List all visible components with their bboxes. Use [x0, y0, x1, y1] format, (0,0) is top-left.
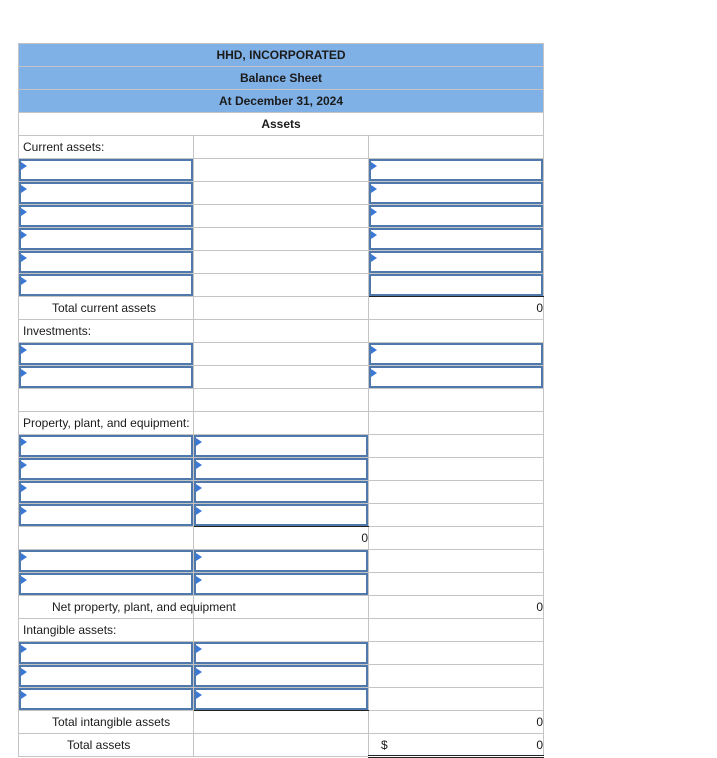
- dropdown-marker-icon: [21, 185, 27, 193]
- dropdown-marker-icon: [196, 484, 202, 492]
- total-assets-label: Total assets: [67, 738, 131, 752]
- current-asset-amount-input[interactable]: [369, 205, 543, 227]
- investments-label-row: [19, 320, 544, 343]
- current-assets-label-row: [19, 136, 544, 159]
- header-company-row: [19, 44, 544, 67]
- dropdown-marker-icon: [196, 645, 202, 653]
- ppe-amount-input[interactable]: [194, 435, 368, 457]
- blank-row: [19, 389, 544, 412]
- total-assets-value: 0: [536, 737, 543, 752]
- ppe-subtotal-row: [19, 527, 544, 550]
- ppe-row: [19, 458, 544, 481]
- intangible-name-input[interactable]: [19, 665, 193, 687]
- current-asset-row: [19, 228, 544, 251]
- investment-row: [19, 366, 544, 389]
- current-asset-name-input[interactable]: [19, 159, 193, 181]
- dropdown-marker-icon: [371, 208, 377, 216]
- total-intangibles-value: 0: [369, 711, 544, 734]
- ppe-subtotal-value: 0: [194, 527, 369, 550]
- investment-amount-input[interactable]: [369, 343, 543, 365]
- ppe-label: Property, plant, and equipment:: [23, 416, 190, 430]
- dropdown-marker-icon: [196, 668, 202, 676]
- ppe-label-row: [19, 412, 544, 435]
- balance-sheet-table: [18, 43, 544, 758]
- ppe-name-input[interactable]: [19, 481, 193, 503]
- ppe-adjust-name-input[interactable]: [19, 550, 193, 572]
- dropdown-marker-icon: [21, 162, 27, 170]
- net-ppe-value: 0: [369, 596, 544, 619]
- intangible-amount-input[interactable]: [194, 688, 368, 710]
- assets-heading-row: [19, 113, 544, 136]
- dropdown-marker-icon: [196, 553, 202, 561]
- dropdown-marker-icon: [21, 277, 27, 285]
- investment-amount-input[interactable]: [369, 366, 543, 388]
- intangibles-label-row: [19, 619, 544, 642]
- intangible-row: [19, 642, 544, 665]
- dropdown-marker-icon: [21, 691, 27, 699]
- current-asset-row: [19, 182, 544, 205]
- dropdown-marker-icon: [196, 576, 202, 584]
- statement-date: At December 31, 2024: [19, 90, 544, 113]
- current-asset-amount-input[interactable]: [369, 182, 543, 204]
- current-asset-name-input[interactable]: [19, 274, 193, 296]
- current-asset-amount-input[interactable]: [369, 251, 543, 273]
- dropdown-marker-icon: [21, 461, 27, 469]
- total-assets-cell: [369, 734, 544, 757]
- ppe-name-input[interactable]: [19, 435, 193, 457]
- ppe-adjust-amount-input[interactable]: [194, 550, 368, 572]
- intangible-row: [19, 688, 544, 711]
- total-intangibles-row: [19, 711, 544, 734]
- dropdown-marker-icon: [21, 668, 27, 676]
- dropdown-marker-icon: [21, 231, 27, 239]
- current-asset-name-input[interactable]: [19, 182, 193, 204]
- dropdown-marker-icon: [371, 162, 377, 170]
- intangibles-label: Intangible assets:: [23, 623, 117, 637]
- dropdown-marker-icon: [371, 254, 377, 262]
- investments-label: Investments:: [23, 324, 92, 338]
- net-ppe-label: Net property, plant, and equipment: [52, 600, 236, 614]
- current-asset-row: [19, 205, 544, 228]
- current-assets-label: Current assets:: [23, 140, 105, 154]
- dropdown-marker-icon: [196, 438, 202, 446]
- intangible-amount-input[interactable]: [194, 665, 368, 687]
- ppe-row: [19, 435, 544, 458]
- net-ppe-row: [19, 596, 544, 619]
- dropdown-marker-icon: [21, 553, 27, 561]
- total-assets-row: [19, 734, 544, 757]
- current-asset-name-input[interactable]: [19, 205, 193, 227]
- currency-symbol: $: [381, 738, 388, 752]
- ppe-amount-input[interactable]: [194, 458, 368, 480]
- ppe-row: [19, 481, 544, 504]
- dropdown-marker-icon: [21, 484, 27, 492]
- current-asset-name-input[interactable]: [19, 228, 193, 250]
- dropdown-marker-icon: [21, 645, 27, 653]
- dropdown-marker-icon: [371, 231, 377, 239]
- intangible-amount-input[interactable]: [194, 642, 368, 664]
- dropdown-marker-icon: [196, 461, 202, 469]
- dropdown-marker-icon: [371, 346, 377, 354]
- current-asset-amount-input[interactable]: [369, 228, 543, 250]
- current-asset-row: [19, 159, 544, 182]
- dropdown-marker-icon: [21, 254, 27, 262]
- total-current-assets-row: [19, 297, 544, 320]
- dropdown-marker-icon: [371, 369, 377, 377]
- ppe-name-input[interactable]: [19, 458, 193, 480]
- intangible-name-input[interactable]: [19, 642, 193, 664]
- statement-title: Balance Sheet: [19, 67, 544, 90]
- ppe-adjust-name-input[interactable]: [19, 573, 193, 595]
- intangible-row: [19, 665, 544, 688]
- dropdown-marker-icon: [196, 691, 202, 699]
- current-asset-row: [19, 251, 544, 274]
- header-date-row: [19, 90, 544, 113]
- current-asset-amount-input[interactable]: [369, 159, 543, 181]
- ppe-amount-input[interactable]: [194, 504, 368, 526]
- total-current-assets-value: 0: [369, 297, 544, 320]
- dropdown-marker-icon: [21, 507, 27, 515]
- intangible-name-input[interactable]: [19, 688, 193, 710]
- dropdown-marker-icon: [21, 576, 27, 584]
- dropdown-marker-icon: [371, 185, 377, 193]
- dropdown-marker-icon: [21, 369, 27, 377]
- investment-name-input[interactable]: [19, 366, 193, 388]
- assets-heading: Assets: [19, 113, 544, 136]
- investment-row: [19, 343, 544, 366]
- header-statement-row: [19, 67, 544, 90]
- ppe-adjust-row: [19, 550, 544, 573]
- company-name: HHD, INCORPORATED: [19, 44, 544, 67]
- ppe-adjust-row: [19, 573, 544, 596]
- total-current-assets-label: Total current assets: [52, 301, 157, 315]
- ppe-amount-input[interactable]: [194, 481, 368, 503]
- current-asset-name-input[interactable]: [19, 251, 193, 273]
- ppe-row: [19, 504, 544, 527]
- dropdown-marker-icon: [21, 438, 27, 446]
- dropdown-marker-icon: [21, 208, 27, 216]
- ppe-name-input[interactable]: [19, 504, 193, 526]
- total-intangibles-label: Total intangible assets: [52, 715, 171, 729]
- investment-name-input[interactable]: [19, 343, 193, 365]
- current-asset-amount-input[interactable]: [369, 274, 543, 296]
- current-asset-row: [19, 274, 544, 297]
- ppe-adjust-amount-input[interactable]: [194, 573, 368, 595]
- dropdown-marker-icon: [196, 507, 202, 515]
- dropdown-marker-icon: [21, 346, 27, 354]
